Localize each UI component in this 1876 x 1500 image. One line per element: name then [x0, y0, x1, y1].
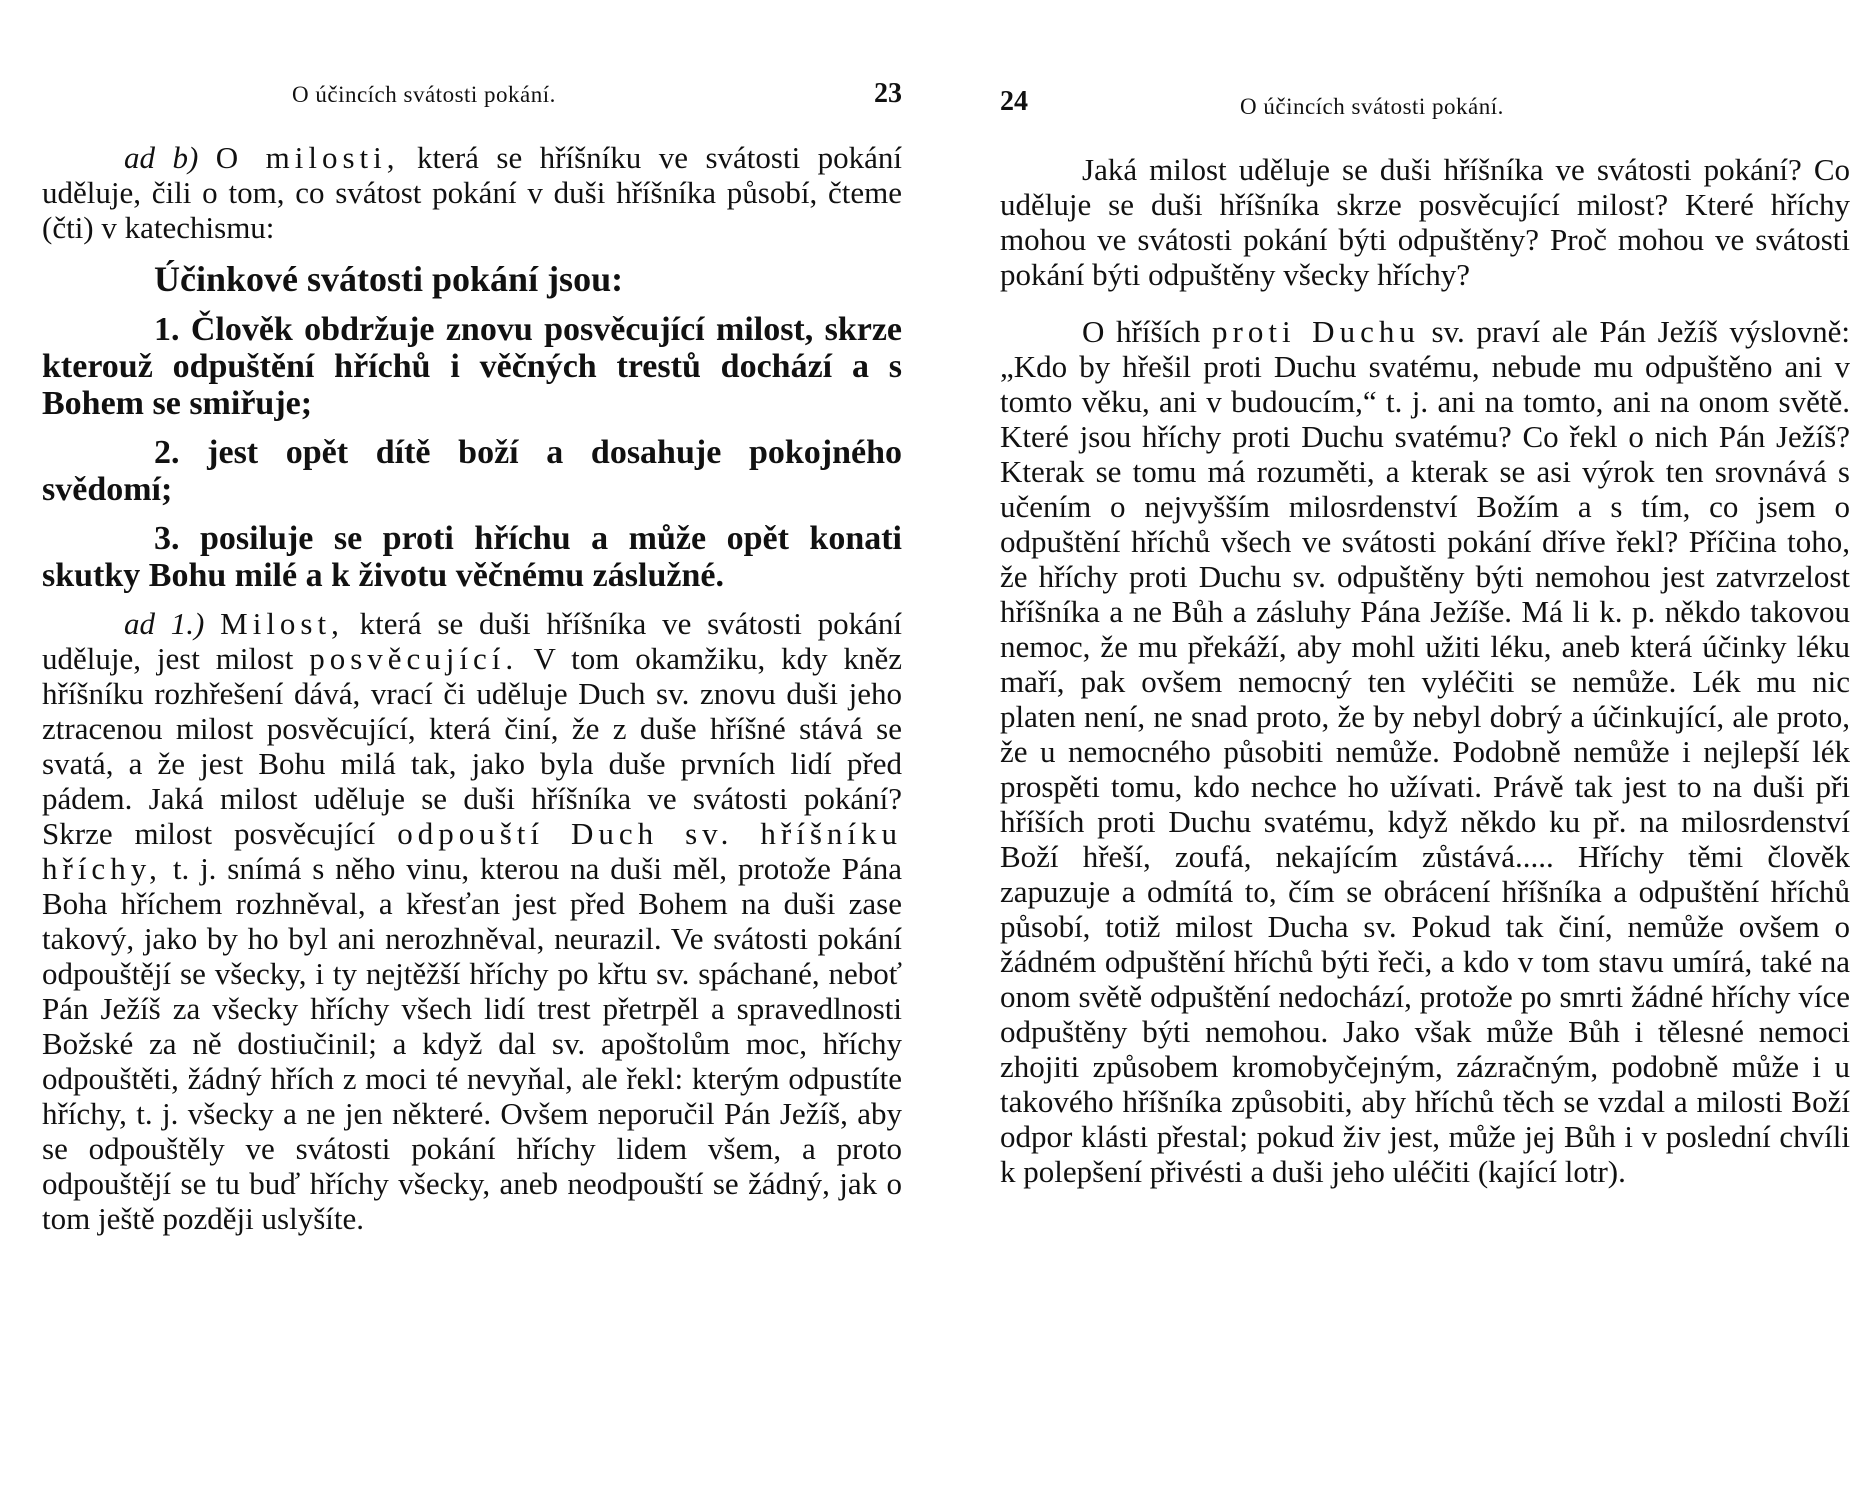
paragraph	[42, 606, 902, 1236]
paragraph-text: O hříších	[1082, 314, 1201, 349]
paragraph: Jaká milost uděluje se duši hříšníka ve svátosti pokání? Co uděluje se duši hříšníka skrze posvěcující milost? Které hříchy mohou ve svátosti pokání býti odpuštěny? Proč mohou ve svátosti pokání býti odpuštěny všecky hříchy?	[1000, 152, 1850, 292]
paragraph	[42, 140, 902, 245]
right-page-header	[1000, 82, 1850, 122]
list-item: 2. jest opět dítě boží a dosahuje pokojného svědomí;	[42, 434, 902, 508]
paragraph-text: která se duši hříšníka ve svátosti pokání uděluje, jest milost	[42, 606, 903, 676]
emphasis-spaced: proti Duchu	[1212, 314, 1420, 349]
list-item: 1. Člověk obdržuje znovu posvěcující milost, skrze kterouž odpuštění hříchů i věčných trestů dochází a s Bohem se smiřuje;	[42, 311, 902, 422]
emphasis-spaced: posvěcující.	[309, 641, 519, 676]
running-title: O účincích svátosti pokání.	[292, 82, 556, 107]
emphasis-spaced: Milost,	[220, 606, 344, 641]
section-reference: ad b)	[124, 140, 199, 175]
paragraph-text: sv. praví ale Pán Ježíš výslovně: „Kdo by hřešil proti Duchu svatému, nebude mu odpuštěno ani v tomto věku, ani v budoucím,“ t. j. ani na tomto, ani na onom světě. Které jsou hříchy proti Duchu svatému? Co řekl o nich Pán Ježíš? Kterak se tomu má rozuměti, a kterak se asi výrok ten srovnává s učením o nejvyšším milosrdenství Božím a s tím, co jsem o odpuštění hříchů všech ve svátosti pokání dříve řekl? Příčina toho, že hříchy proti Duchu sv. odpuštěny býti nemohou jest zatvrzelost hříšníka a ne Bůh a zásluhy Pána Ježíše. Má li k. p. někdo takovou nemoc, že mu překáží, aby mohl užiti léku, aneb která účinky léku maří, pak ovšem nemocný ten vyléčiti se nemůže. Lék mu nic platen není, ne snad proto, že by nebyl dobrý a účinkující, ale proto, že u nemocného působiti nemůže. Podobně nemůže i nejlepší lék prospěti tomu, kdo nechce ho užívati. Právě tak jest to na duši při hříších proti Duchu svatému, když někdo ku př. na milosrdenství Boží hřeší, zoufá, nekajícím zůstává..... Hříchy těmi člověk zapuzuje a odmítá to, čím se obrácení hříšníka a odpuštění hříchů působí, totiž milost Ducha sv. Pokud tak činí, nemůže ovšem o žádném odpuštění hříchů býti řeči, a kdo v tom stavu umírá, také na onom světě odpuštění nedochází, protože po smrti žádné hříchy více odpuštěny býti nemohou. Jako však může Bůh i tělesné nemoci zhojiti způsobem kromobyčejným, zázračným, podobně může i u takového hříšníka způsobiti, aby hříchů těch se vzdal a milosti Boží odpor klásti přestal; pokud živ jest, může jej Bůh i v poslední chvíli k polepšení přivésti a duši jeho uléčiti (kající lotr).	[1000, 314, 1851, 1189]
paragraph-gap	[1000, 292, 1850, 314]
paragraph-text: V tom okamžiku, kdy kněz hříšníku rozhřešení dává, vrací či uděluje Duch sv. znovu duši jeho ztracenou milost posvěcující, která činí, že z duše hříšné stává se svatá, a že jest Bohu milá tak, jako byla duše prvních lidí před pádem. Jaká milost uděluje se duši hříšníka ve svátosti pokání? Skrze milost posvěcující	[42, 641, 902, 851]
paragraph-text: t. j. snímá s něho vinu, kterou na duši měl, protože Pána Boha hříchem rozhněval, a křesťan jest před Bohem na duši zase takový, jako by ho byl ani nerozhněval, neurazil. Ve svátosti pokání odpouštějí se všecky, i ty nejtěžší hříchy po křtu sv. spáchané, neboť Pán Ježíš za všecky hříchy všech lidí trest přetrpěl a spravedlnosti Božské za ně dostiučinil; a když dal sv. apoštolům moc, hříchy odpouštěti, žádný hřích z moci té nevyňal, ale řekl: kterým odpustíte hříchy, t. j. všecky a ne jen některé. Ovšem neporučil Pán Ježíš, aby se odpouštěly ve svátosti pokání hříchy lidem všem, a proto odpouštějí se tu buď hříchy všecky, aneb neodpouští se žádný, jak o tom ještě později uslyšíte.	[42, 851, 903, 1236]
list-item: 3. posiluje se proti hříchu a může opět konati skutky Bohu milé a k životu věčnému záslužné.	[42, 520, 902, 594]
section-heading: Účinkové svátosti pokání jsou:	[154, 259, 624, 299]
left-page-header	[42, 78, 902, 122]
emphasis-spaced: O milosti,	[215, 140, 400, 175]
paragraph	[1000, 314, 1850, 1189]
emphasis-spaced: odpouští Duch sv. hříšníku hříchy,	[42, 816, 902, 886]
page-number: 23	[874, 78, 902, 109]
right-page-body	[1000, 152, 1850, 1189]
paragraph-text: která se hříšníku ve svátosti pokání uděluje, čili o tom, co svátost pokání v duši hříšníka působí, čteme (čti) v katechismu:	[42, 140, 903, 245]
left-page-body	[42, 140, 902, 1236]
running-title: O účincích svátosti pokání.	[1240, 94, 1504, 119]
page-number: 24	[1000, 86, 1028, 117]
section-reference: ad 1.)	[124, 606, 205, 641]
